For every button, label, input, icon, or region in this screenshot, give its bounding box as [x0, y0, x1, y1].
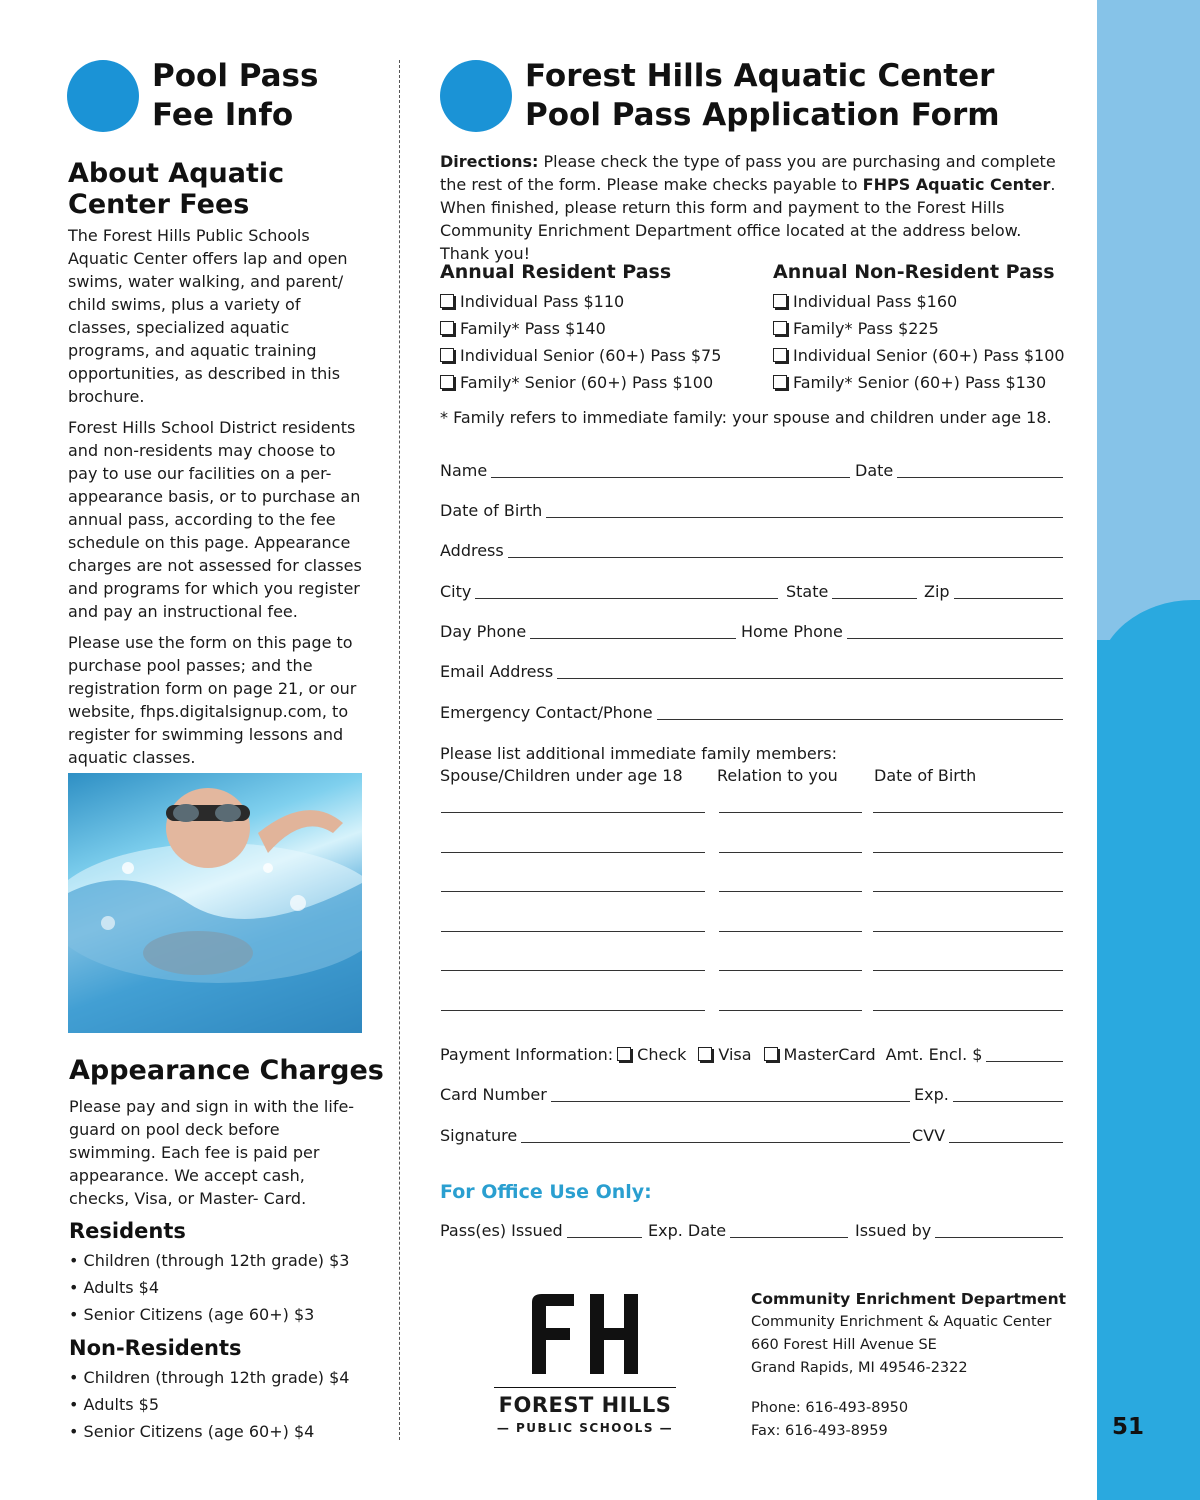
pass-option-checkbox[interactable]: Family* Pass $225 [773, 315, 1065, 342]
pass-option-checkbox[interactable]: Family* Senior (60+) Pass $100 [440, 369, 721, 396]
issued-by-field[interactable]: Issued by [855, 1220, 1063, 1242]
resident-pass-options [440, 258, 721, 396]
logo-name: FOREST HILLS [498, 1393, 672, 1417]
checkbox-icon[interactable] [773, 321, 787, 335]
page-number: 51 [1112, 1414, 1145, 1440]
family-name-line[interactable] [441, 891, 705, 892]
state-field[interactable]: State [786, 581, 917, 603]
nonresidents-heading: Non-Residents [69, 1336, 242, 1360]
checkbox-icon[interactable] [440, 348, 454, 362]
list-item: • Senior Citizens (age 60+) $4 [69, 1418, 349, 1445]
checkbox-icon[interactable] [773, 348, 787, 362]
list-item: • Children (through 12th grade) $3 [69, 1247, 349, 1274]
family-relation-line[interactable] [719, 852, 862, 853]
family-relation-line[interactable] [719, 1010, 862, 1011]
family-column-dob: Date of Birth [874, 766, 977, 785]
address-field[interactable]: Address [440, 540, 1063, 562]
left-title: Pool Pass Fee Info [152, 58, 319, 133]
day-phone-field[interactable]: Day Phone [440, 621, 736, 643]
checkbox-icon[interactable] [773, 375, 787, 389]
emergency-contact-field[interactable]: Emergency Contact/Phone [440, 702, 1063, 724]
address-line: Grand Rapids, MI 49546-2322 [751, 1360, 968, 1376]
pass-option-checkbox[interactable]: Individual Senior (60+) Pass $75 [440, 342, 721, 369]
pass-option-checkbox[interactable]: Individual Senior (60+) Pass $100 [773, 342, 1065, 369]
nonresident-pass-heading: Annual Non-Resident Pass [773, 261, 1055, 283]
checkbox-icon[interactable] [440, 294, 454, 308]
passes-issued-field[interactable]: Pass(es) Issued [440, 1220, 642, 1242]
residents-list [69, 1247, 349, 1328]
phone-number: Phone: 616-493-8950 [751, 1400, 909, 1416]
home-phone-field[interactable]: Home Phone [741, 621, 1063, 643]
checkbox-icon[interactable] [440, 321, 454, 335]
list-item: • Adults $5 [69, 1391, 349, 1418]
contact-address-block [751, 1288, 1066, 1443]
checkbox-icon[interactable] [773, 294, 787, 308]
appearance-heading: Appearance Charges [69, 1055, 384, 1086]
payment-check-option[interactable]: Check [617, 1044, 690, 1066]
family-name-line[interactable] [441, 852, 705, 853]
signature-field[interactable]: Signature [440, 1125, 910, 1147]
family-name-line[interactable] [441, 812, 705, 813]
swimmer-photo [68, 773, 362, 1033]
about-paragraph-2: Forest Hills School District residents and non-residents may choose to pay to use our facilities on a per-appearance basis, or to purchase an annual pass, according to the fee schedule on this page. Appearance charges are not assessed for classes and programs for which you register and pay an instructional fee. [68, 418, 362, 621]
email-field[interactable]: Email Address [440, 661, 1063, 683]
pass-option-checkbox[interactable]: Individual Pass $110 [440, 288, 721, 315]
expiration-field[interactable]: Exp. [914, 1084, 1063, 1106]
nonresident-pass-options [773, 258, 1065, 396]
address-line: Community Enrichment & Aquatic Center [751, 1314, 1052, 1330]
payment-information-row: Payment Information: Check Visa MasterCard Amt. Encl. $ [440, 1044, 1063, 1066]
date-of-birth-field[interactable]: Date of Birth [440, 500, 1063, 522]
family-dob-line[interactable] [873, 1010, 1063, 1011]
checkbox-icon[interactable] [764, 1047, 778, 1061]
about-heading: About Aquatic Center Fees [68, 158, 285, 220]
logo-subtitle: — PUBLIC SCHOOLS — [496, 1421, 674, 1435]
family-column-name: Spouse/Children under age 18 [440, 766, 683, 785]
about-paragraph-1: The Forest Hills Public Schools Aquatic Center offers lap and open swims, water walking, and parent/ child swims, plus a variety of classes, specialized aquatic programs, and aquatic training opportunities, as described in this brochure. [68, 226, 348, 406]
residents-heading: Residents [69, 1219, 186, 1243]
family-relation-line[interactable] [719, 891, 862, 892]
pass-option-checkbox[interactable]: Family* Pass $140 [440, 315, 721, 342]
department-name: Community Enrichment Department [751, 1290, 1067, 1308]
list-item: • Children (through 12th grade) $4 [69, 1364, 349, 1391]
amount-enclosed-label: Amt. Encl. $ [885, 1045, 983, 1064]
family-dob-line[interactable] [873, 970, 1063, 971]
address-line: 660 Forest Hill Avenue SE [751, 1337, 937, 1353]
heading-bullet-circle [440, 60, 512, 132]
directions-text: Directions: Please check the type of pass you are purchasing and complete the rest of the form. Please make checks payable to FHPS Aquatic Center. When finished, please return this form and payment to the Forest Hills Community Enrichment Department office located at the address below. Thank you! [440, 152, 1056, 263]
family-name-line[interactable] [441, 931, 705, 932]
appearance-text: Please pay and sign in with the life- guard on pool deck before swimming. Each fee is paid per appearance. We accept cash, checks, Visa, or Master- Card. [69, 1097, 355, 1208]
family-note: * Family refers to immediate family: your spouse and children under age 18. [440, 408, 1052, 427]
family-column-relation: Relation to you [717, 766, 838, 785]
family-dob-line[interactable] [873, 812, 1063, 813]
fax-number: Fax: 616-493-8959 [751, 1423, 888, 1439]
family-dob-line[interactable] [873, 891, 1063, 892]
pass-option-checkbox[interactable]: Family* Senior (60+) Pass $130 [773, 369, 1065, 396]
pass-option-checkbox[interactable]: Individual Pass $160 [773, 288, 1065, 315]
family-dob-line[interactable] [873, 852, 1063, 853]
family-relation-line[interactable] [719, 970, 862, 971]
zip-field[interactable]: Zip [924, 581, 1063, 603]
forest-hills-logo [530, 1292, 640, 1376]
card-number-field[interactable]: Card Number [440, 1084, 910, 1106]
about-text [68, 224, 364, 777]
cut-line-divider [399, 60, 400, 1440]
logo-divider [494, 1387, 676, 1388]
amount-enclosed-field[interactable] [986, 1061, 1063, 1062]
resident-pass-heading: Annual Resident Pass [440, 261, 672, 283]
city-field[interactable]: City [440, 581, 778, 603]
family-relation-line[interactable] [719, 812, 862, 813]
payment-visa-option[interactable]: Visa [690, 1044, 755, 1066]
side-band-light [1097, 0, 1200, 640]
family-name-line[interactable] [441, 970, 705, 971]
payment-mastercard-option[interactable]: MasterCard [756, 1044, 880, 1066]
checkbox-icon[interactable] [617, 1047, 631, 1061]
exp-date-field[interactable]: Exp. Date [648, 1220, 848, 1242]
checkbox-icon[interactable] [698, 1047, 712, 1061]
list-item: • Adults $4 [69, 1274, 349, 1301]
cvv-field[interactable]: CVV [912, 1125, 1063, 1147]
family-relation-line[interactable] [719, 931, 862, 932]
family-dob-line[interactable] [873, 931, 1063, 932]
office-use-heading: For Office Use Only: [440, 1181, 652, 1203]
about-paragraph-3: Please use the form on this page to purchase pool passes; and the registration form on page 21, or our website, fhps.digitalsignup.com, to register for swimming lessons and aquatic classes. [68, 633, 357, 767]
family-list-intro: Please list additional immediate family members: [440, 744, 837, 763]
form-title: Forest Hills Aquatic Center Pool Pass Application Form [525, 58, 1000, 133]
decorative-side-band [1097, 0, 1200, 1500]
list-item: • Senior Citizens (age 60+) $3 [69, 1301, 349, 1328]
name-field[interactable]: Name [440, 460, 850, 482]
date-field[interactable]: Date [855, 460, 1063, 482]
nonresidents-list [69, 1364, 349, 1445]
family-name-line[interactable] [441, 1010, 705, 1011]
checkbox-icon[interactable] [440, 375, 454, 389]
heading-bullet-circle [67, 60, 139, 132]
